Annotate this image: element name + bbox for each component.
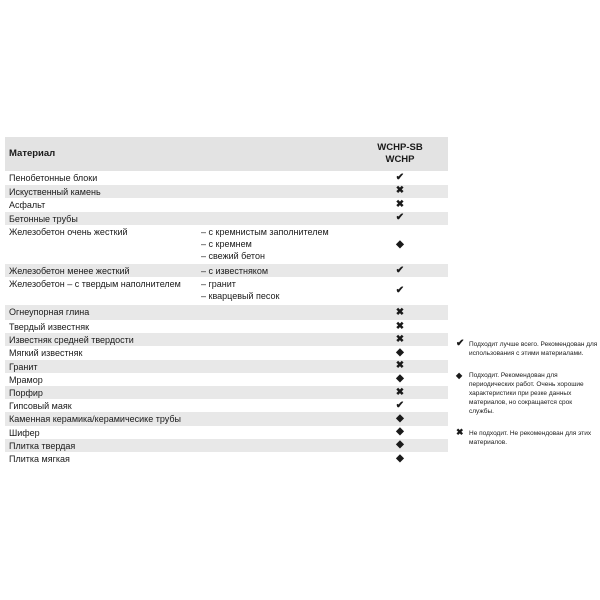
diamond-mark-icon: ◆ [396,238,404,250]
cross-mark-icon: ✖ [395,306,405,318]
material-name: Плитка мягкая [9,454,70,464]
check-icon: ✔ [456,338,465,349]
legend-text: Не подходит. Не рекомендован для этих материалов. [469,430,592,446]
table-row [5,426,448,439]
material-name: Гипсовый маяк [9,401,72,411]
check-mark-icon: ✔ [395,285,405,296]
material-name: Искуственный камень [9,186,101,197]
cross-icon: ✖ [456,427,464,437]
material-subtype: – с кремнем [201,239,252,249]
material-subtype: – свежий бетон [201,251,265,261]
table-row [5,360,448,373]
material-column-header: Материал [9,148,56,159]
material-name: Железобетон очень жесткий [9,227,128,237]
material-name: Бетонные трубы [9,213,78,224]
legend-item [456,340,598,358]
table-row [5,399,448,412]
table-row [5,412,448,426]
material-subtypes [201,226,329,262]
table-row [5,452,448,466]
diamond-mark-icon: ◆ [396,426,404,437]
table-row [5,212,448,226]
table-row [5,386,448,399]
product-name-line1: WCHP-SB [377,142,423,153]
material-subtypes [201,265,268,277]
material-name: Пенобетонные блоки [9,173,98,183]
check-mark-icon: ✔ [395,212,405,224]
material-name: Мрамор [9,374,43,385]
diamond-mark-icon: ◆ [396,373,404,385]
material-name: Асфальт [9,200,46,210]
legend-text: Подходит лучше всего. Рекомендован для использования с этими материалами. [469,341,598,357]
material-name: Огнеупорная глина [9,307,90,317]
table-header [5,137,448,171]
diamond-mark-icon: ◆ [396,452,404,464]
cross-mark-icon: ✖ [395,185,405,197]
cross-mark-icon: ✖ [395,320,405,332]
table-row [5,264,448,277]
legend-item [456,429,598,447]
table-row [5,439,448,453]
material-name: Порфир [9,388,43,398]
material-name: Железобетон менее жесткий [9,266,130,276]
check-mark-icon: ✔ [395,264,405,276]
material-name: Гранит [9,361,38,372]
check-mark-icon: ✔ [395,171,405,183]
table-row [5,225,448,264]
table-row [5,346,448,360]
check-mark-icon: ✔ [395,399,405,411]
material-name: Известняк средней твердости [9,335,134,345]
material-name: Твердый известняк [9,322,90,332]
table-body [5,171,448,466]
cross-mark-icon: ✖ [395,360,405,371]
material-subtype: – гранит [201,279,236,289]
cross-mark-icon: ✖ [395,198,405,210]
material-subtype: – кварцевый песок [201,291,280,301]
materials-table [5,137,448,466]
diamond-icon: ◆ [456,371,463,380]
table-row [5,277,448,305]
legend [456,340,598,460]
material-name: Шифер [9,427,40,438]
material-name: Плитка твердая [9,440,76,451]
diamond-mark-icon: ◆ [396,412,404,424]
material-name: Железобетон – с твердым наполнителем [9,279,181,289]
legend-item [456,371,598,416]
diamond-mark-icon: ◆ [396,346,404,358]
legend-text: Подходит. Рекомендован для периодических работ. Очень хорошие характеристики при резке данных материалов, но сокращается срок службы. [469,372,584,415]
table-row [5,185,448,199]
table-row [5,171,448,185]
table-row [5,373,448,387]
cross-mark-icon: ✖ [395,386,405,398]
cross-mark-icon: ✖ [395,333,405,345]
product-name-line2: WCHP [385,153,415,165]
material-subtype: – с известняком [201,266,269,276]
material-name: Мягкий известняк [9,348,83,358]
table-row [5,198,448,212]
product-column-header [362,142,438,165]
diamond-mark-icon: ◆ [396,439,404,451]
material-subtype: – с кремнистым заполнителем [201,227,329,237]
material-name: Каменная керамика/керамичесике трубы [9,414,181,424]
table-row [5,320,448,333]
table-row [5,305,448,320]
table-row [5,333,448,346]
material-subtypes [201,278,279,302]
